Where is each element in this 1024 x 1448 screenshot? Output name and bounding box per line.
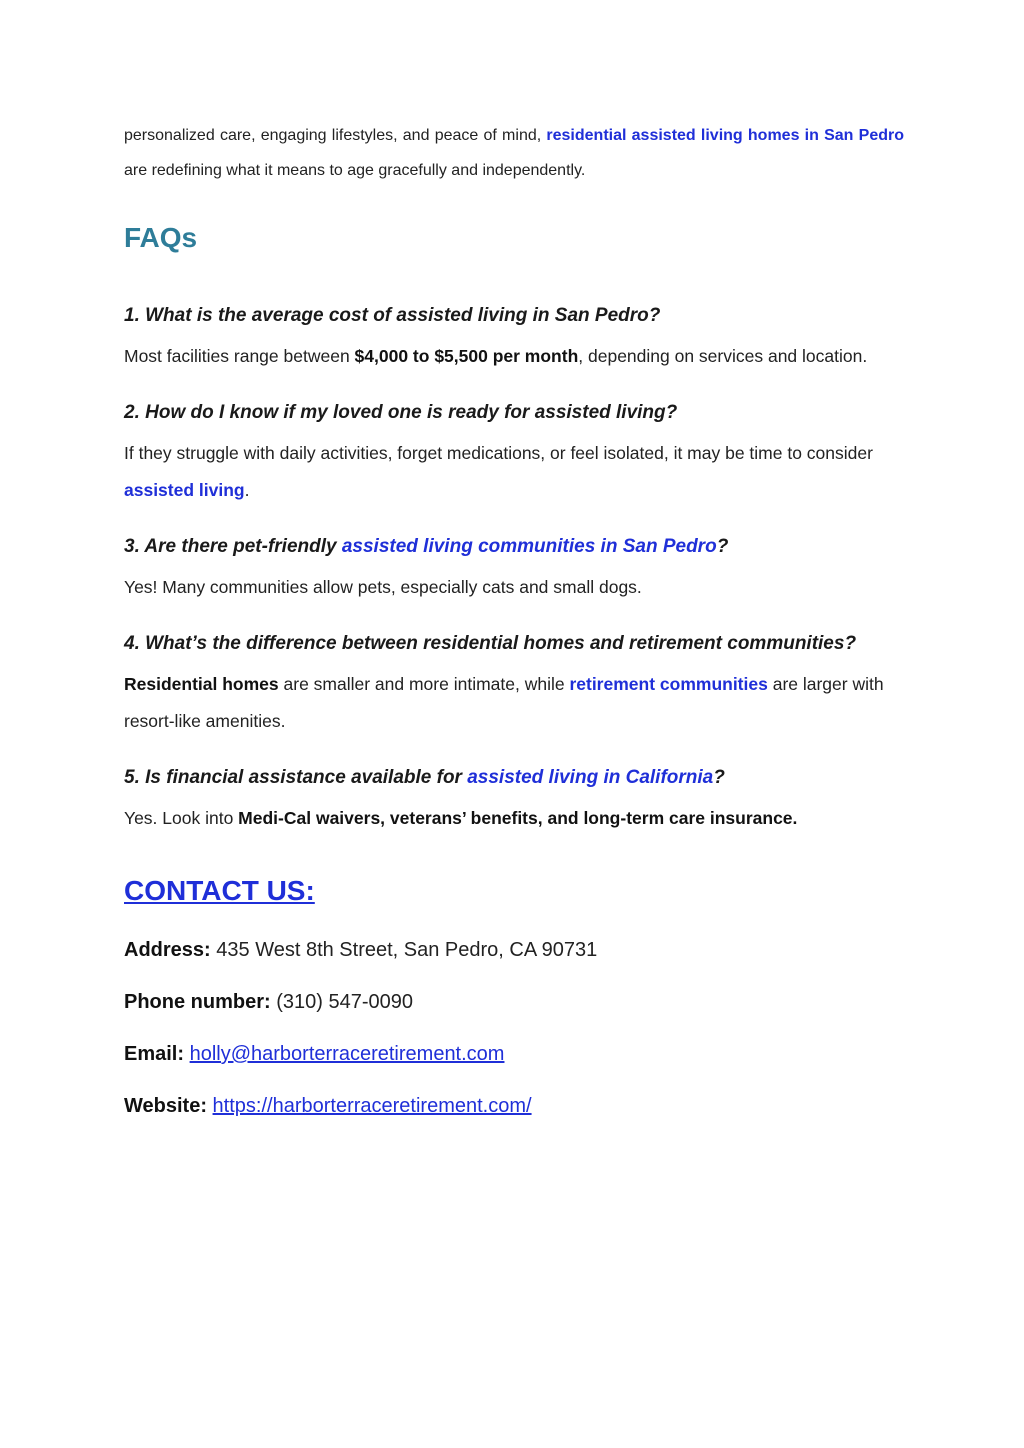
faq-item-4 — [124, 630, 904, 740]
faq-question-text: ? — [713, 767, 725, 788]
faq-question: 2. How do I know if my loved one is ready for assisted living? — [124, 402, 678, 423]
website-link[interactable]: https://harborterraceretirement.com/ — [212, 1095, 532, 1117]
faq-answer-text: , depending on services and location. — [578, 346, 868, 366]
faq-question-text: ? — [716, 536, 729, 557]
faq-heading: FAQs — [124, 222, 198, 253]
faq-item-5 — [124, 764, 904, 837]
faq-question-text: 3. Are there pet-friendly — [124, 536, 342, 557]
faq-answer — [124, 338, 904, 375]
contact-heading: CONTACT US: — [124, 875, 315, 906]
faq-answer-link-retirement-communities[interactable]: retirement communities — [569, 674, 768, 694]
faq-answer-text: . — [244, 480, 250, 500]
phone-label: Phone number: — [124, 991, 271, 1013]
phone-value: (310) 547-0090 — [276, 991, 414, 1013]
address-label: Address: — [124, 939, 211, 961]
faq-question: 1. What is the average cost of assisted living in San Pedro? — [124, 305, 661, 326]
faq-question-link-communities[interactable]: assisted living communities in San Pedro — [341, 536, 717, 557]
faq-answer: Yes! Many communities allow pets, especially cats and small dogs. — [124, 577, 642, 597]
faq-answer-bold: $4,000 to $5,500 per month — [354, 346, 579, 366]
contact-website — [124, 1091, 904, 1121]
faq-question-link-california[interactable]: assisted living in California — [467, 767, 714, 788]
faq-question-text: 5. Is financial assistance available for — [124, 767, 468, 788]
contact-address — [124, 935, 904, 965]
faq-answer-text: Most facilities range between — [124, 346, 355, 366]
faq-item-3 — [124, 533, 904, 606]
intro-paragraph — [124, 118, 904, 188]
faq-question: 4. What’s the difference between residential homes and retirement communities? — [124, 633, 857, 654]
faq-answer — [124, 435, 904, 509]
intro-text-before: personalized care, engaging lifestyles, and peace of mind, — [124, 127, 547, 144]
faq-question — [124, 764, 904, 792]
faq-answer — [124, 666, 904, 740]
faq-answer-text: If they struggle with daily activities, forget medications, or feel isolated, it may be time to consider — [124, 443, 873, 463]
faq-answer-text: are smaller and more intimate, while — [278, 674, 570, 694]
website-label: Website: — [124, 1095, 207, 1117]
faq-answer-link-assisted-living[interactable]: assisted living — [124, 480, 245, 500]
email-label: Email: — [124, 1043, 185, 1065]
email-link[interactable]: holly@harborterraceretirement.com — [189, 1043, 505, 1065]
faq-item-1 — [124, 302, 904, 375]
intro-link-residential-homes[interactable]: residential assisted living homes in San Pedro — [546, 127, 905, 144]
intro-text-after: are redefining what it means to age gracefully and independently. — [124, 162, 586, 179]
faq-question — [124, 533, 904, 561]
faq-answer — [124, 800, 904, 837]
faq-item-2 — [124, 399, 904, 509]
faq-answer-text: Yes. Look into — [124, 808, 239, 828]
document-page — [124, 118, 904, 1121]
contact-email — [124, 1039, 904, 1069]
faq-answer-bold: Medi-Cal waivers, veterans’ benefits, and long-term care insurance. — [238, 808, 798, 828]
faq-answer-text: are larger with resort-like amenities. — [124, 674, 884, 731]
contact-phone — [124, 987, 904, 1017]
address-value: 435 West 8th Street, San Pedro, CA 90731 — [216, 939, 598, 961]
faq-answer-bold: Residential homes — [124, 674, 279, 694]
